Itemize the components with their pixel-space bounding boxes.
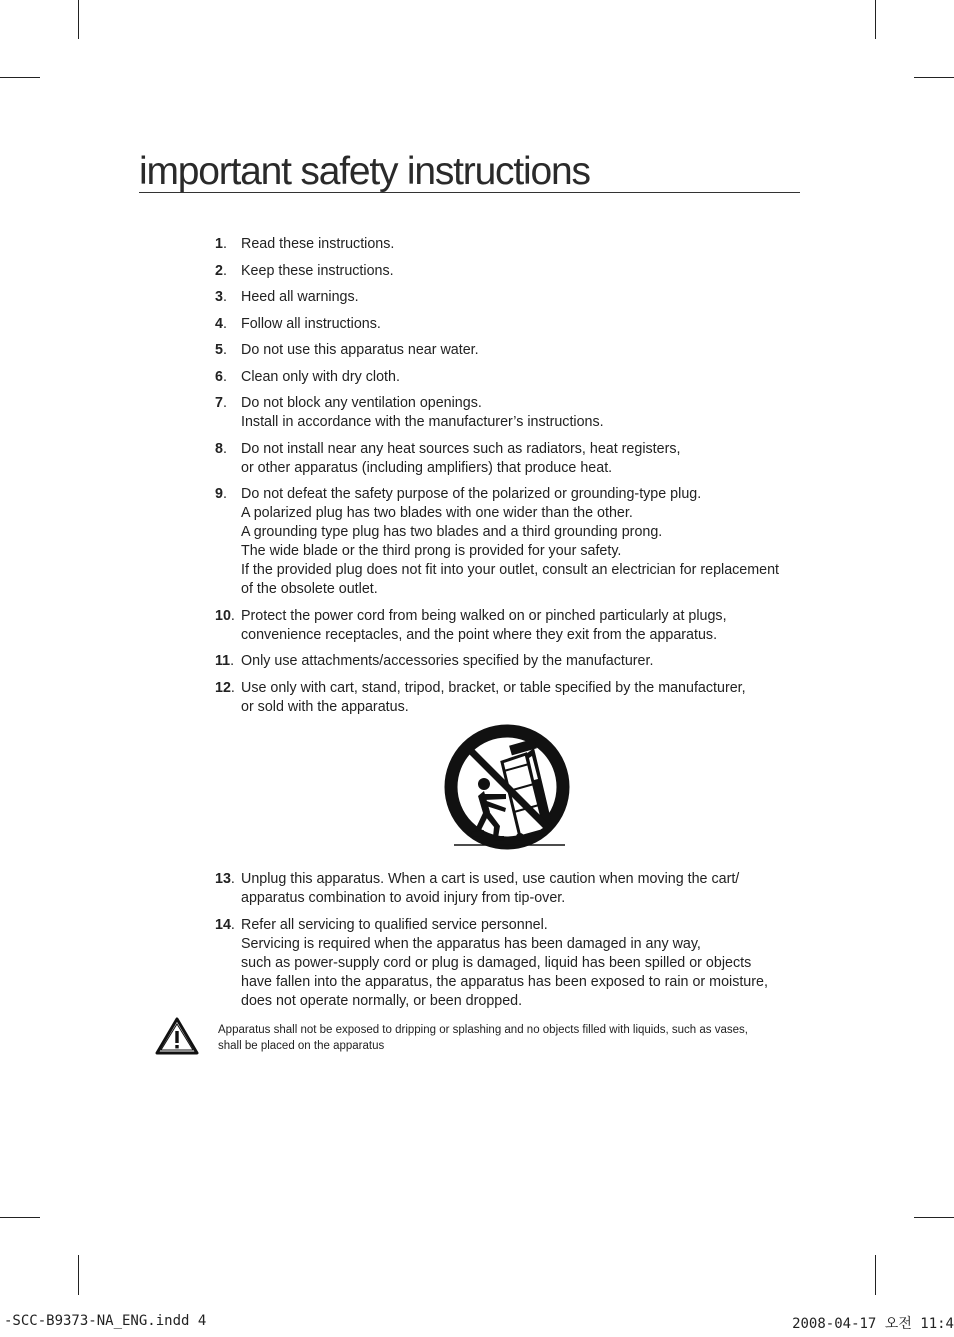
warning-line: shall be placed on the apparatus <box>218 1040 385 1052</box>
instruction-text <box>241 341 815 360</box>
instruction-line: Do not block any ventilation openings. <box>241 395 482 411</box>
instruction-number: 10. <box>215 607 235 624</box>
instruction-number: 6. <box>215 368 227 385</box>
instruction-item <box>215 288 815 307</box>
instruction-line: A grounding type plug has two blades and a third grounding prong. <box>241 524 663 540</box>
instruction-line: or other apparatus (including amplifiers) that produce heat. <box>241 459 613 476</box>
instruction-line: Install in accordance with the manufacturer’s instructions. <box>241 414 604 430</box>
instruction-line: apparatus combination to avoid injury from tip-over. <box>241 890 566 906</box>
instruction-number: 14. <box>215 916 235 933</box>
instruction-line: Only use attachments/accessories specified by the manufacturer. <box>241 653 654 669</box>
warning-text <box>218 1022 748 1054</box>
footer-file-info: -SCC-B9373-NA_ENG.indd 4 <box>4 1313 207 1329</box>
instruction-text <box>241 235 815 254</box>
crop-mark <box>875 0 876 39</box>
instruction-number: 12. <box>215 679 235 696</box>
instruction-line: Unplug this apparatus. When a cart is used, use caution when moving the cart/ <box>241 871 740 887</box>
instruction-line: Do not install near any heat sources such as radiators, heat registers, <box>241 440 681 457</box>
page-title: important safety instructions <box>139 150 590 193</box>
instruction-number: 9. <box>215 486 227 502</box>
instruction-text <box>241 607 815 645</box>
instruction-text <box>241 652 815 671</box>
footer-date: 2008-04-17 오전 11:4 <box>792 1316 954 1332</box>
instruction-line: or sold with the apparatus. <box>241 698 409 715</box>
instruction-text <box>241 394 815 432</box>
instruction-text <box>241 315 815 334</box>
instruction-number: 13. <box>215 871 235 887</box>
instruction-item <box>215 235 815 254</box>
crop-mark <box>78 1255 79 1295</box>
instruction-line: such as power-supply cord or plug is damaged, liquid has been spilled or objects <box>241 954 752 971</box>
instruction-item <box>215 607 815 645</box>
instruction-item <box>215 652 815 671</box>
instruction-line: Keep these instructions. <box>241 262 394 279</box>
instruction-line: Do not defeat the safety purpose of the polarized or grounding-type plug. <box>241 486 702 502</box>
instruction-line: Do not use this apparatus near water. <box>241 342 479 358</box>
instruction-item <box>215 916 815 1011</box>
instruction-number: 8. <box>215 440 227 457</box>
instruction-text <box>241 916 815 1011</box>
instruction-line: The wide blade or the third prong is provided for your safety. <box>241 543 622 559</box>
instruction-number: 7. <box>215 395 227 411</box>
instruction-line: Heed all warnings. <box>241 289 359 305</box>
instruction-number: 2. <box>215 262 227 279</box>
instruction-item <box>215 870 815 908</box>
instruction-number: 4. <box>215 315 227 332</box>
crop-mark <box>0 1217 40 1218</box>
instruction-text <box>241 262 815 281</box>
instruction-item <box>215 485 815 599</box>
instruction-line: does not operate normally, or been dropped. <box>241 992 523 1009</box>
crop-mark <box>875 1255 876 1295</box>
instruction-number: 11. <box>215 653 235 669</box>
instruction-line: Use only with cart, stand, tripod, bracket, or table specified by the manufacturer, <box>241 679 746 696</box>
instruction-item <box>215 368 815 387</box>
instruction-line: have fallen into the apparatus, the apparatus has been exposed to rain or moisture, <box>241 973 768 990</box>
instruction-item <box>215 440 815 478</box>
crop-mark <box>78 0 79 39</box>
instruction-line: Protect the power cord from being walked on or pinched particularly at plugs, <box>241 607 727 624</box>
instruction-text <box>241 288 815 307</box>
instruction-line: of the obsolete outlet. <box>241 581 378 597</box>
instruction-line: A polarized plug has two blades with one wider than the other. <box>241 505 633 521</box>
page-title-container <box>139 152 800 193</box>
instruction-list <box>215 235 815 724</box>
instruction-text <box>241 870 815 908</box>
instruction-item <box>215 315 815 334</box>
instruction-text <box>241 679 815 717</box>
cart-tip-over-warning-icon <box>444 724 570 850</box>
warning-line: Apparatus shall not be exposed to dripping or splashing and no objects filled with liquids, such as vases, <box>218 1024 748 1036</box>
instruction-number: 3. <box>215 289 227 305</box>
instruction-item <box>215 394 815 432</box>
instruction-item <box>215 262 815 281</box>
warning-triangle-icon <box>155 1017 199 1055</box>
instruction-text <box>241 440 815 478</box>
instruction-list-continued <box>215 870 815 1018</box>
instruction-item <box>215 341 815 360</box>
instruction-line: If the provided plug does not fit into your outlet, consult an electrician for replacement <box>241 562 780 578</box>
instruction-number: 5. <box>215 342 227 358</box>
instruction-text <box>241 485 815 599</box>
crop-mark <box>914 1217 954 1218</box>
instruction-line: Clean only with dry cloth. <box>241 368 400 385</box>
instruction-text <box>241 368 815 387</box>
crop-mark <box>0 77 40 78</box>
instruction-line: Follow all instructions. <box>241 315 381 332</box>
instruction-line: Servicing is required when the apparatus has been damaged in any way, <box>241 935 701 952</box>
instruction-number: 1. <box>215 236 227 252</box>
instruction-line: Refer all servicing to qualified service personnel. <box>241 916 548 933</box>
instruction-line: Read these instructions. <box>241 236 395 252</box>
crop-mark <box>914 77 954 78</box>
instruction-item <box>215 679 815 717</box>
instruction-line: convenience receptacles, and the point where they exit from the apparatus. <box>241 626 718 643</box>
